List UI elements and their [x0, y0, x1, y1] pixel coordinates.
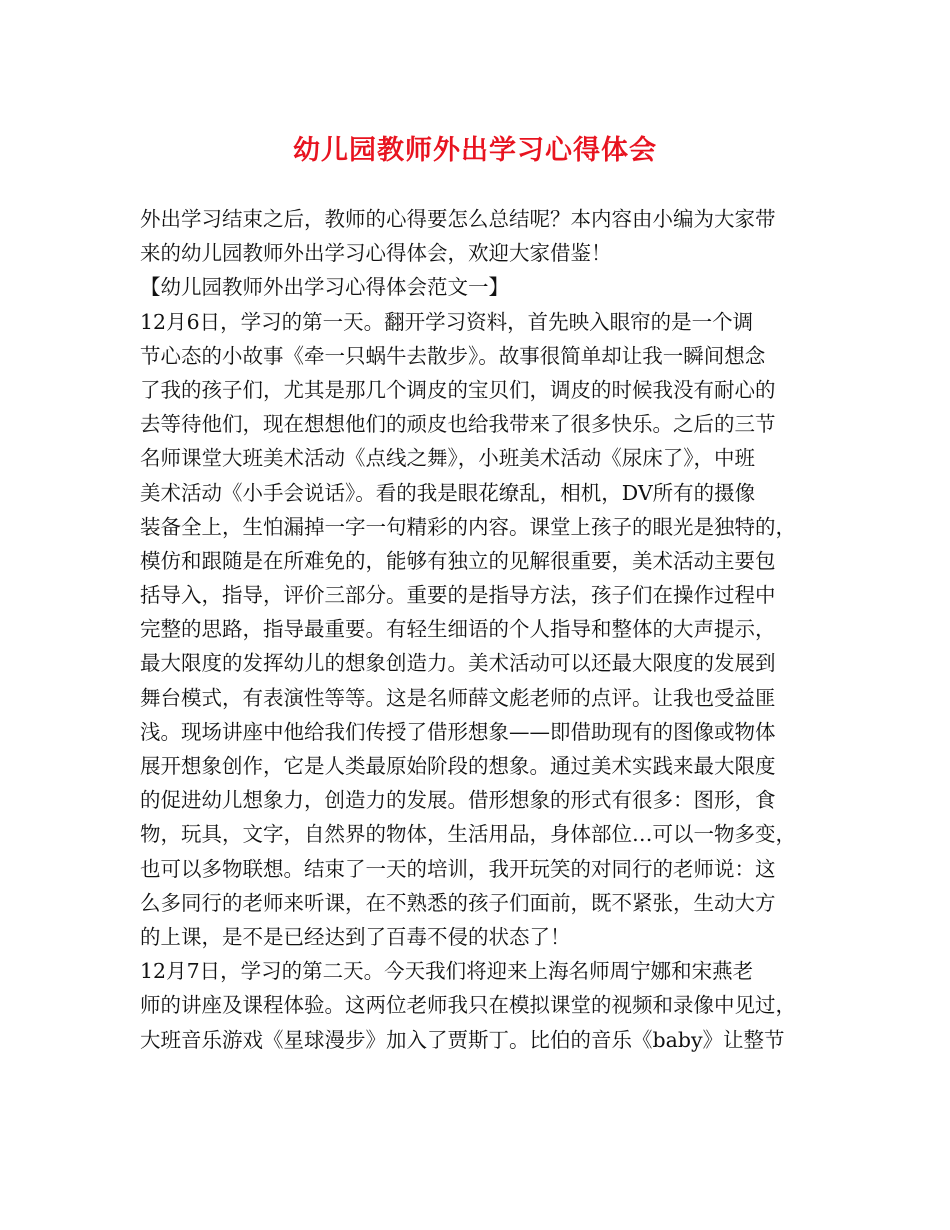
- text-line: 的促进幼儿想象力，创造力的发展。借形想象的形式有很多：图形，食: [140, 788, 776, 813]
- text-line: 师的讲座及课程体验。这两位老师我只在模拟课堂的视频和录像中见过，: [140, 993, 796, 1018]
- document-title: 幼儿园教师外出学习心得体会: [293, 135, 657, 166]
- text-line: 大班音乐游戏《星球漫步》加入了贾斯丁。比伯的音乐《baby》让整节: [140, 1027, 785, 1052]
- text-line: 舞台模式，有表演性等等。这是名师薛文彪老师的点评。让我也受益匪: [140, 685, 776, 710]
- document-body: [140, 202, 840, 1057]
- text-line: 名师课堂大班美术活动《点线之舞》，小班美术活动《尿床了》，中班: [140, 446, 755, 471]
- text-line: 物，玩具，文字，自然界的物体，生活用品，身体部位…可以一物多变，: [140, 822, 796, 847]
- text-line: 么多同行的老师来听课，在不熟悉的孩子们面前，既不紧张，生动大方: [140, 890, 776, 915]
- text-line: 展开想象创作，它是人类最原始阶段的想象。通过美术实践来最大限度: [140, 754, 776, 778]
- text-line: 外出学习结束之后，教师的心得要怎么总结呢？本内容由小编为大家带: [140, 207, 776, 231]
- text-line: 美术活动《小手会说话》。看的我是眼花缭乱，相机，DV所有的摄像: [140, 480, 756, 505]
- section-heading: 【幼儿园教师外出学习心得体会范文一】: [140, 275, 509, 300]
- text-line: 最大限度的发挥幼儿的想象创造力。美术活动可以还最大限度的发展到: [140, 651, 776, 676]
- text-line: 去等待他们，现在想想他们的顽皮也给我带来了很多快乐。之后的三节: [140, 412, 776, 437]
- text-line: 12月6日，学习的第一天。翻开学习资料，首先映入眼帘的是一个调: [140, 309, 754, 334]
- text-line: 浅。现场讲座中他给我们传授了借形想象——即借助现有的图像或物体: [140, 719, 776, 744]
- text-line: 节心态的小故事《牵一只蜗牛去散步》。故事很简单却让我一瞬间想念: [140, 343, 766, 368]
- text-line: 括导入，指导，评价三部分。重要的是指导方法，孩子们在操作过程中: [140, 583, 776, 608]
- text-line: 了我的孩子们，尤其是那几个调皮的宝贝们，调皮的时候我没有耐心的: [140, 377, 776, 402]
- text-line: 来的幼儿园教师外出学习心得体会，欢迎大家借鉴！: [140, 241, 612, 266]
- text-line: 也可以多物联想。结束了一天的培训，我开玩笑的对同行的老师说：这: [140, 856, 776, 881]
- text-line: 完整的思路，指导最重要。有轻生细语的个人指导和整体的大声提示，: [140, 617, 776, 642]
- text-line: 模仿和跟随是在所难免的，能够有独立的见解很重要，美术活动主要包: [140, 548, 776, 573]
- text-line: 12月7日，学习的第二天。今天我们将迎来上海名师周宁娜和宋燕老: [140, 959, 754, 984]
- text-line: 装备全上，生怕漏掉一字一句精彩的内容。课堂上孩子的眼光是独特的，: [140, 514, 796, 539]
- text-line: 的上课，是不是已经达到了百毒不侵的状态了！: [140, 924, 571, 949]
